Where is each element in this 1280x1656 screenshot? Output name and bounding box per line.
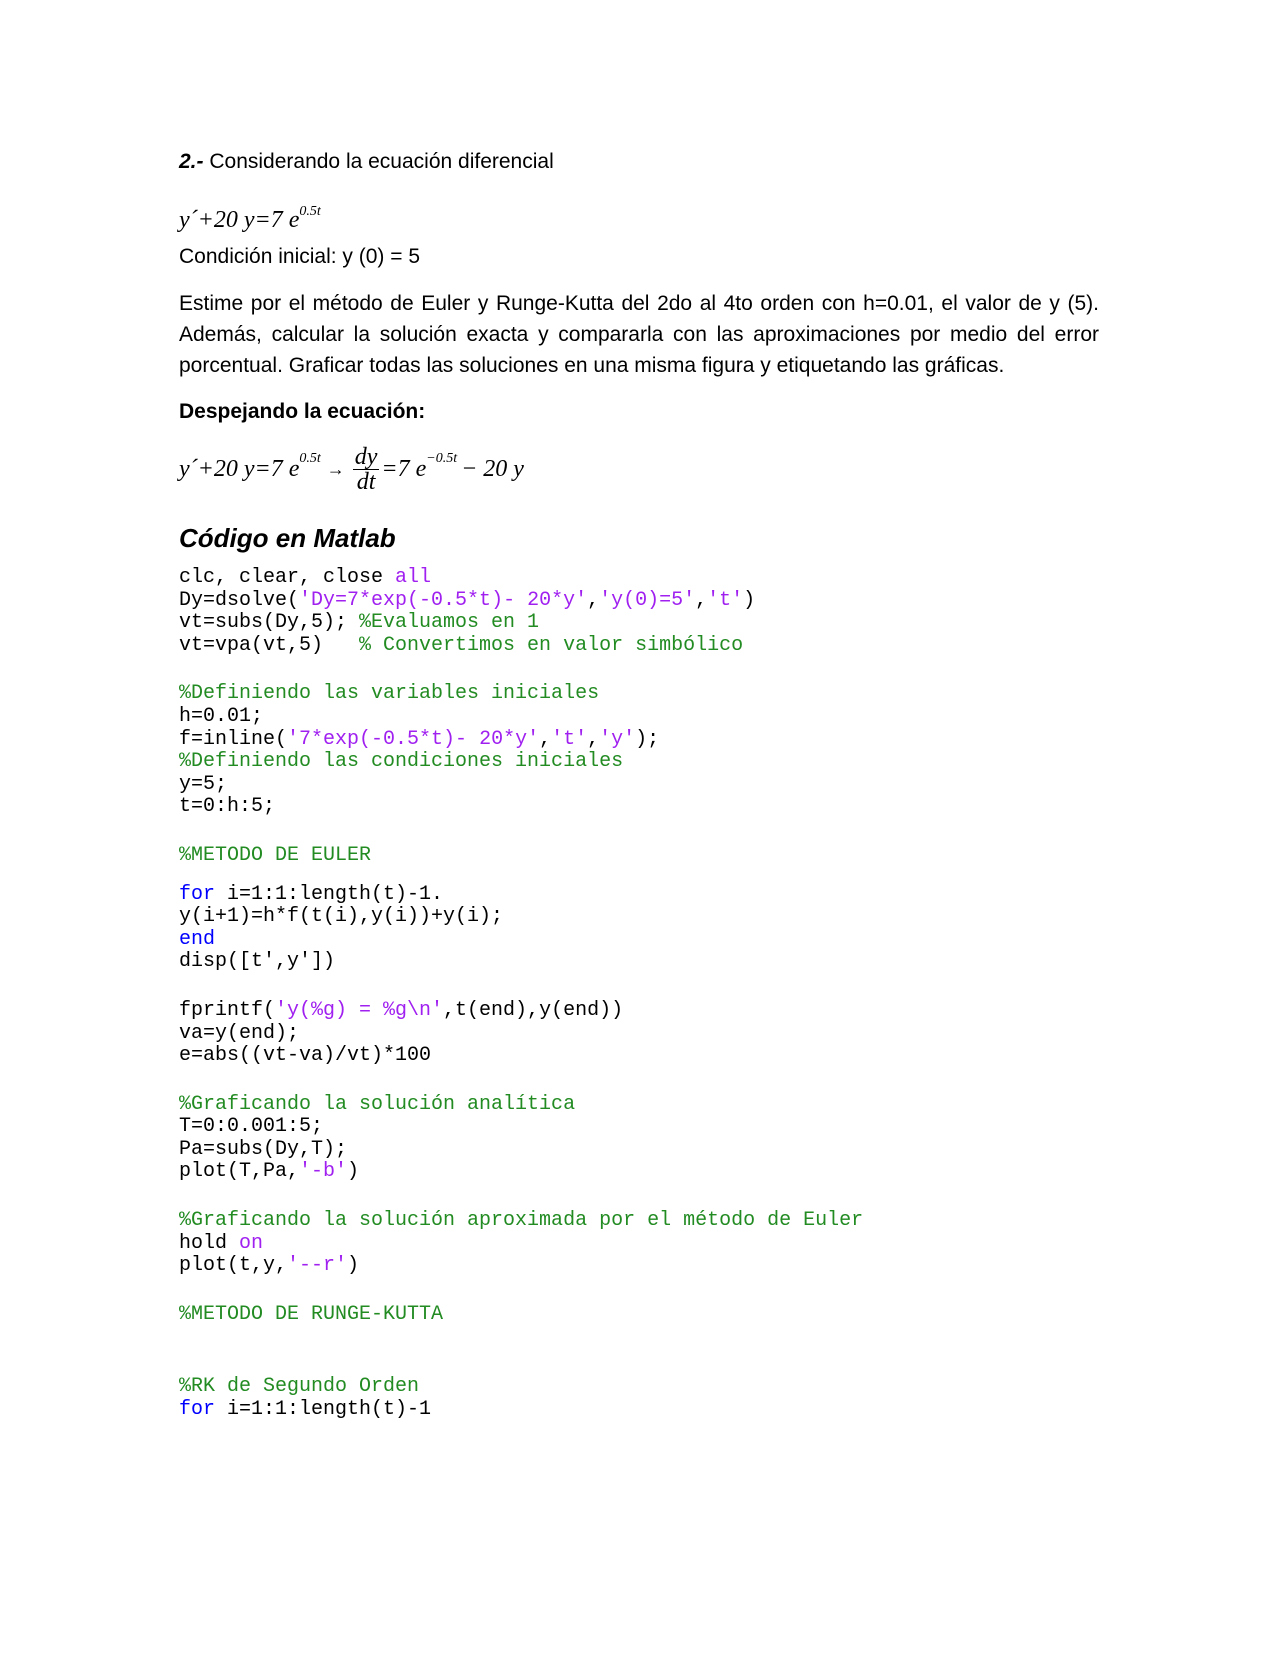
code-line: [179, 1210, 1099, 1233]
code-text: T=0:0.001:5;: [179, 1115, 324, 1139]
code-section-title: Código en Matlab: [179, 523, 396, 553]
solving-title: Despejando la ecuación:: [179, 400, 426, 423]
code-text: );: [635, 727, 660, 751]
code-gap: [179, 868, 1099, 884]
code-string: '--r': [287, 1254, 348, 1278]
code-line: [179, 635, 1099, 658]
code-comment: %Definiendo las condiciones iniciales: [179, 750, 624, 774]
code-string: on: [239, 1231, 264, 1255]
code-text: ,: [539, 727, 552, 751]
code-text: disp([t',y']): [179, 950, 336, 974]
code-line: [179, 612, 1099, 635]
code-line: [179, 1376, 1099, 1399]
arrow-symbol: →: [326, 458, 345, 479]
code-text: ): [743, 588, 756, 612]
solved-eq-lhs: y´+20 y=7 e: [179, 455, 300, 482]
code-comment: %Graficando la solución analítica: [179, 1092, 576, 1116]
code-text: ,: [587, 588, 600, 612]
code-line: [179, 1094, 1099, 1117]
solved-eq-rhs-tail: − 20 y: [461, 455, 524, 482]
code-string: 'y(0)=5': [599, 588, 696, 612]
fraction-numerator: dy: [354, 443, 378, 470]
code-keyword: for: [179, 882, 216, 906]
code-text: va=y(end);: [179, 1021, 300, 1045]
code-line: [179, 683, 1099, 706]
code-comment: %Definiendo las variables iniciales: [179, 682, 600, 706]
code-gap: [179, 819, 1099, 845]
code-text: y=5;: [179, 772, 228, 796]
code-text: Dy=dsolve(: [179, 588, 300, 612]
code-string: 'y(%g) = %g\n': [275, 998, 444, 1022]
code-text: plot(T,Pa,: [179, 1160, 300, 1184]
code-text: ,: [587, 727, 600, 751]
code-text: plot(t,y,: [179, 1254, 288, 1278]
code-gap: [179, 1326, 1099, 1376]
code-line: [179, 929, 1099, 952]
problem-statement: Estime por el método de Euler y Runge-Kutta del 2do al 4to orden con h=0.01, el valor de y (5). Además, calcular la solución exacta y compararla con las aproximaciones por medio del error porcentual. Graficar todas las soluciones en una misma figura y etiquetando las gráficas.: [179, 292, 1099, 377]
code-gap: [179, 1068, 1099, 1094]
code-line: [179, 1399, 1099, 1422]
code-text: t=0:h:5;: [179, 795, 276, 819]
equation-rhs: =7 e: [254, 207, 300, 233]
code-comment: %METODO DE EULER: [179, 843, 372, 867]
code-line: [179, 567, 1099, 590]
code-gap: [179, 974, 1099, 1000]
code-text: fprintf(: [179, 998, 276, 1022]
code-text: hold: [179, 1231, 240, 1255]
code-text: y(i+1)=h*f(t(i),y(i))+y(i);: [179, 905, 504, 929]
code-keyword: for: [179, 1398, 216, 1422]
equation-lhs: y´+20 y: [179, 207, 255, 233]
problem-number: 2.-: [179, 150, 204, 173]
code-line: [179, 796, 1099, 819]
code-string: 't': [707, 588, 744, 612]
code-text: ,t(end),y(end)): [443, 998, 624, 1022]
differential-equation: [179, 192, 1099, 232]
code-line: [179, 1116, 1099, 1139]
matlab-code-block: [179, 567, 1099, 1422]
code-string: 'Dy=7*exp(-0.5*t)- 20*y': [299, 588, 588, 612]
solved-eq-rhs-exponent: −0.5t: [426, 451, 458, 466]
code-line: [179, 590, 1099, 613]
document-page: [179, 146, 1099, 1422]
code-gap: [179, 1184, 1099, 1210]
problem-heading: [179, 146, 1099, 178]
equation-exponent: 0.5t: [299, 204, 321, 219]
initial-condition: Condición inicial: y (0) = 5: [179, 245, 421, 268]
code-string: '-b': [299, 1160, 348, 1184]
code-line: [179, 1000, 1099, 1023]
code-line: [179, 1233, 1099, 1256]
code-text: vt=subs(Dy,5);: [179, 611, 360, 635]
code-keyword: end: [179, 927, 216, 951]
code-text: ): [347, 1254, 360, 1278]
solved-eq-rhs: =7 e: [381, 455, 427, 482]
code-line: [179, 906, 1099, 929]
code-line: [179, 1045, 1099, 1068]
fraction-denominator: dt: [356, 468, 376, 495]
code-comment: %Evaluamos en 1: [359, 611, 540, 635]
code-string: 'y': [599, 727, 636, 751]
code-line: [179, 1255, 1099, 1278]
code-text: ): [347, 1160, 360, 1184]
code-gap: [179, 1278, 1099, 1304]
code-comment: %Graficando la solución aproximada por el método de Euler: [179, 1209, 864, 1233]
code-text: f=inline(: [179, 727, 288, 751]
code-text: ,: [695, 588, 708, 612]
code-text: vt=vpa(vt,5): [179, 633, 360, 657]
code-string: '7*exp(-0.5*t)- 20*y': [287, 727, 540, 751]
code-line: [179, 1304, 1099, 1327]
solved-equation: [179, 439, 1099, 499]
code-text: e=abs((vt-va)/vt)*100: [179, 1044, 432, 1068]
code-text: i=1:1:length(t)-1: [215, 1398, 432, 1422]
code-gap: [179, 657, 1099, 683]
derivative-fraction: [353, 445, 380, 494]
code-comment: %RK de Segundo Orden: [179, 1375, 420, 1399]
code-text: h=0.01;: [179, 704, 264, 728]
code-line: [179, 1161, 1099, 1184]
code-string: 't': [551, 727, 588, 751]
code-line: [179, 951, 1099, 974]
problem-intro: Considerando la ecuación diferencial: [203, 150, 554, 173]
code-line: [179, 774, 1099, 797]
code-line: [179, 845, 1099, 868]
code-text: Pa=subs(Dy,T);: [179, 1137, 348, 1161]
code-comment: % Convertimos en valor simbólico: [359, 633, 744, 657]
code-line: [179, 1139, 1099, 1162]
code-line: [179, 884, 1099, 907]
code-line: [179, 706, 1099, 729]
code-line: [179, 729, 1099, 752]
code-text: clc, clear, close: [179, 566, 396, 589]
code-text: i=1:1:length(t)-1.: [215, 882, 444, 906]
code-string: all: [395, 566, 432, 589]
code-comment: %METODO DE RUNGE-KUTTA: [179, 1302, 444, 1326]
code-line: [179, 1023, 1099, 1046]
solved-eq-lhs-exponent: 0.5t: [299, 451, 321, 466]
code-line: [179, 751, 1099, 774]
